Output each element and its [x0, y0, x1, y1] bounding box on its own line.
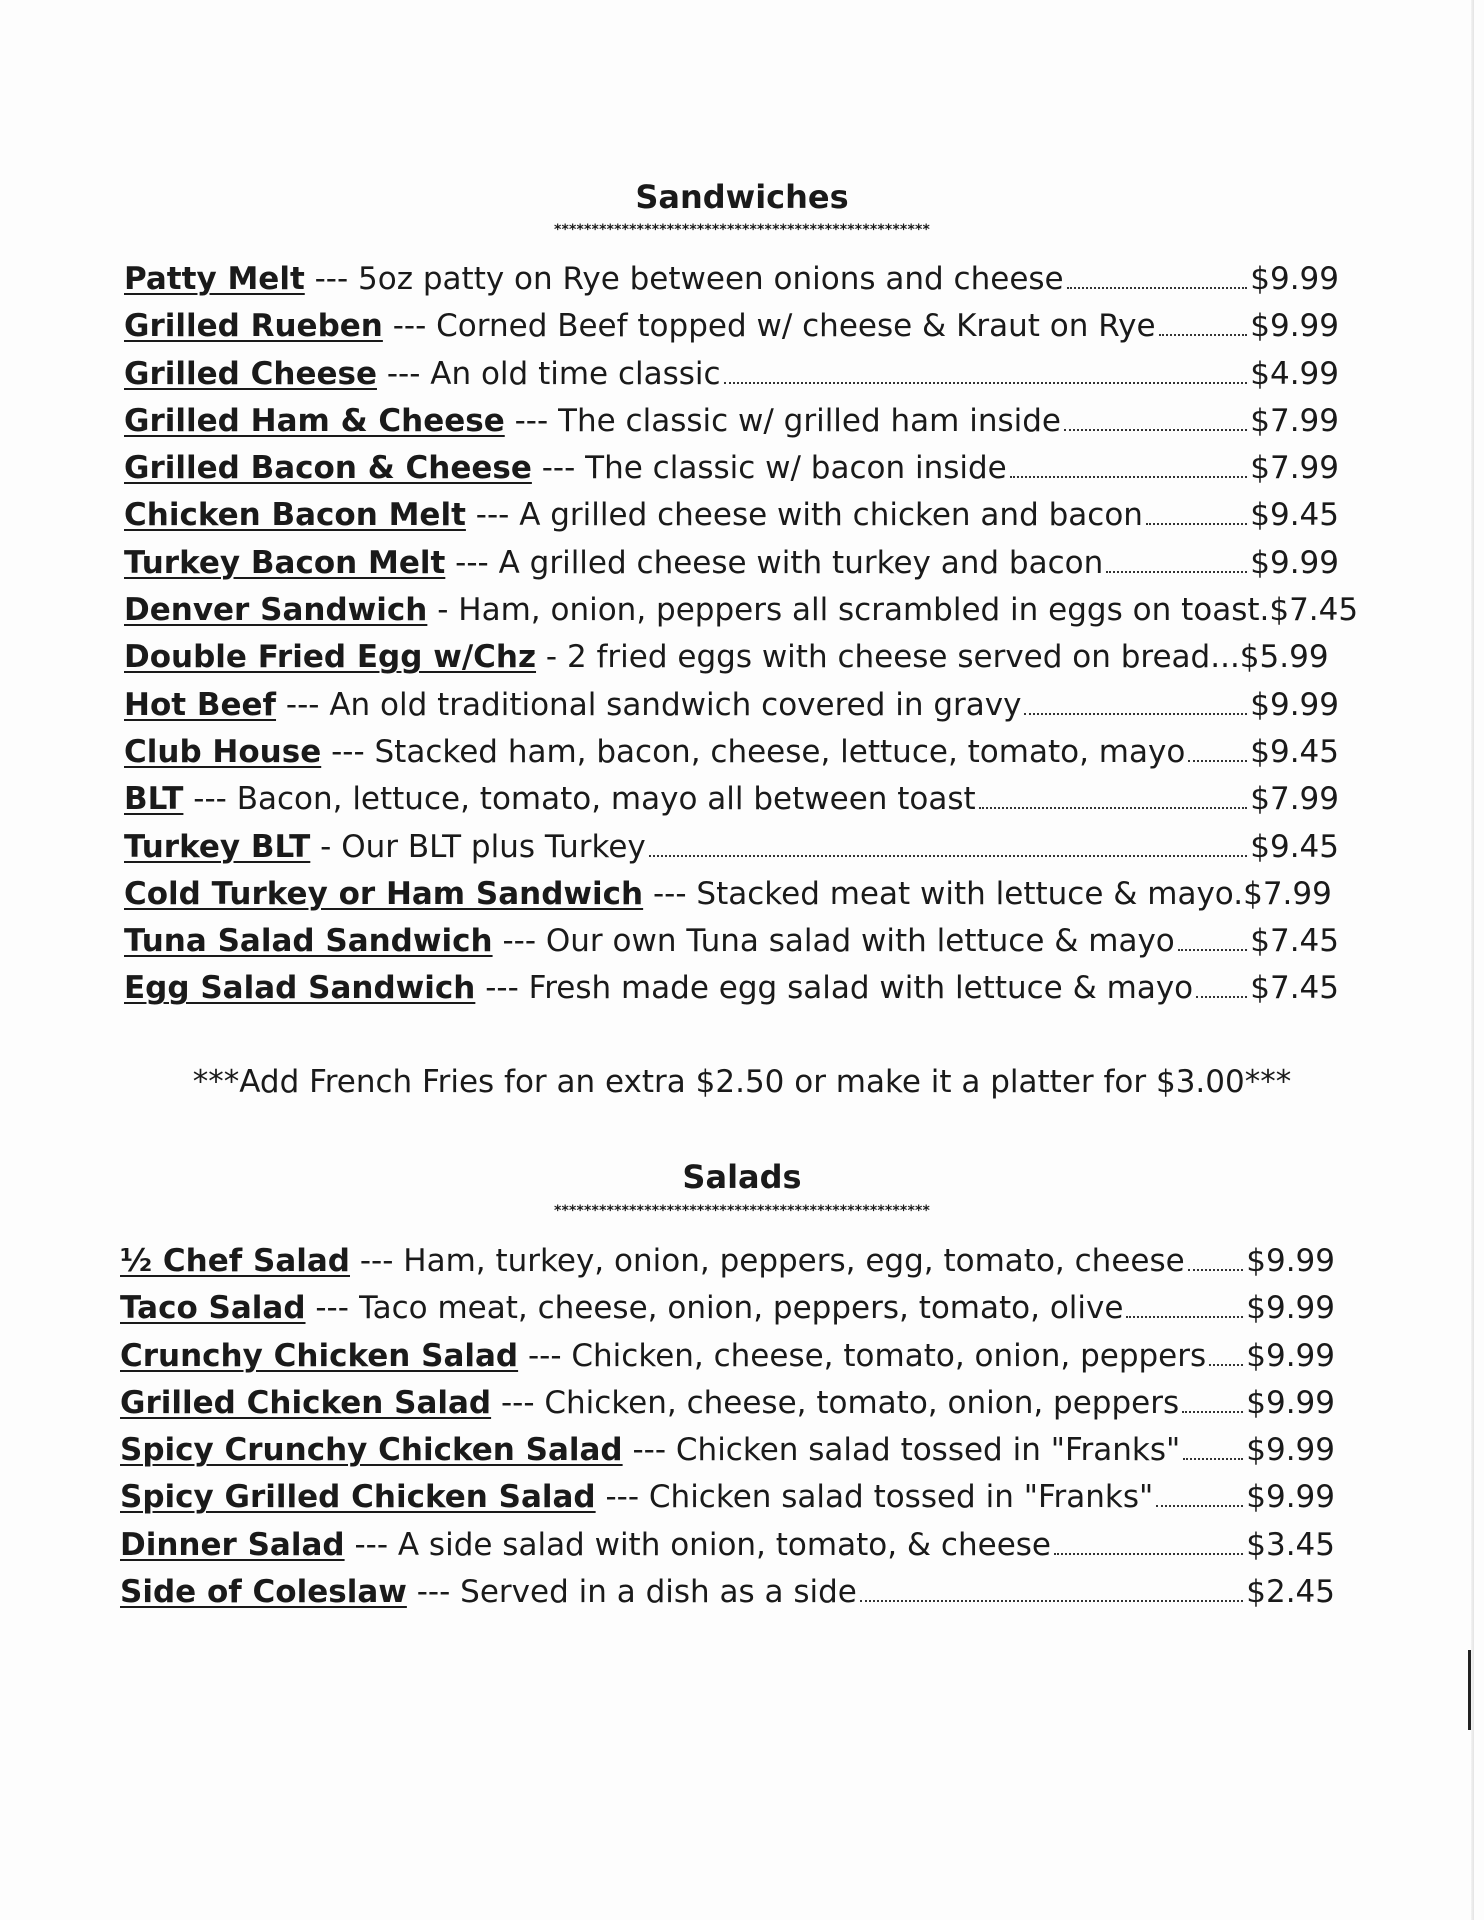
dot-leader — [1156, 1504, 1243, 1507]
item-name: Spicy Grilled Chicken Salad — [120, 1479, 596, 1516]
item-price: $7.99 — [1250, 402, 1339, 439]
item-name: Tuna Salad Sandwich — [124, 923, 493, 960]
item-price: $7.45 — [1250, 923, 1339, 960]
item-price: $3.45 — [1246, 1526, 1335, 1563]
item-description: Ham, turkey, onion, peppers, egg, tomato, cheese — [403, 1243, 1185, 1279]
item-name: Grilled Bacon & Cheese — [124, 450, 532, 487]
item-description: The classic w/ bacon inside — [585, 450, 1007, 487]
dot-leader — [649, 854, 1247, 857]
item-description: Chicken salad tossed in "Franks" — [648, 1479, 1154, 1516]
item-separator: --- — [305, 1290, 359, 1327]
item-name: Dinner Salad — [120, 1526, 345, 1563]
item-price: $7.99 — [1243, 875, 1332, 912]
fries-note: ***Add French Fries for an extra $2.50 or make it a platter for $3.00*** — [192, 1064, 1292, 1100]
sandwich-menu-item — [124, 965, 1339, 1012]
item-separator: --- — [276, 686, 330, 723]
item-price: $9.99 — [1246, 1337, 1335, 1374]
item-description: Corned Beef topped w/ cheese & Kraut on Rye — [436, 308, 1156, 345]
item-separator: --- — [622, 1432, 676, 1469]
item-name: Hot Beef — [124, 686, 277, 723]
item-separator: --- — [504, 402, 559, 439]
dot-leader — [1064, 428, 1247, 431]
dot-leader — [1188, 759, 1247, 762]
dot-leader — [1146, 522, 1247, 525]
item-description: Our BLT plus Turkey — [341, 828, 646, 865]
dot-leader — [1178, 948, 1247, 951]
item-name: Turkey Bacon Melt — [124, 544, 446, 581]
item-price: $9.45 — [1250, 733, 1339, 770]
item-description: An old time classic — [430, 355, 721, 392]
item-name: Chicken Bacon Melt — [124, 497, 466, 534]
salad-menu-item — [120, 1427, 1335, 1474]
salad-menu-item — [120, 1333, 1335, 1380]
item-separator: --- — [321, 733, 375, 770]
item-description: A grilled cheese with chicken and bacon — [519, 497, 1143, 534]
item-name: Grilled Rueben — [124, 308, 383, 345]
item-name: Grilled Cheese — [124, 355, 377, 392]
item-price: $2.45 — [1246, 1574, 1335, 1611]
item-name: Double Fried Egg w/Chz — [124, 639, 537, 676]
item-separator: --- — [382, 308, 437, 345]
item-description: Chicken, cheese, tomato, onion, peppers — [571, 1337, 1207, 1374]
item-price: $9.99 — [1250, 686, 1339, 723]
item-price: $9.99 — [1246, 1384, 1335, 1421]
item-price: $9.99 — [1246, 1432, 1335, 1469]
item-price: $9.99 — [1250, 544, 1339, 581]
item-name: BLT — [124, 781, 184, 818]
item-separator: --- — [492, 923, 546, 960]
item-separator: - — [536, 639, 567, 676]
item-price: $9.99 — [1250, 261, 1339, 297]
dot-leader — [1209, 1363, 1243, 1366]
sandwich-menu-item — [124, 824, 1339, 871]
item-price: $9.45 — [1250, 828, 1339, 865]
item-description: A grilled cheese with turkey and bacon — [498, 544, 1104, 581]
item-separator: --- — [595, 1479, 649, 1516]
sandwich-menu-item — [124, 587, 1359, 634]
item-description: Stacked ham, bacon, cheese, lettuce, tomato, mayo — [374, 733, 1186, 770]
item-separator: --- — [491, 1384, 545, 1421]
item-description: 2 fried eggs with cheese served on bread... — [566, 639, 1240, 676]
dot-leader — [1126, 1315, 1243, 1318]
item-name: ½ Chef Salad — [120, 1243, 350, 1279]
salads-star-divider: ************************************************** — [553, 1203, 931, 1219]
sandwiches-star-divider: ************************************************** — [553, 222, 931, 238]
item-price: $9.45 — [1250, 497, 1339, 534]
sandwich-menu-item — [124, 256, 1339, 303]
page-edge-shadow — [1471, 0, 1474, 1920]
item-description: Chicken, cheese, tomato, onion, peppers — [544, 1384, 1180, 1421]
salad-menu-item — [120, 1285, 1335, 1332]
dot-leader — [724, 381, 1248, 384]
item-separator: - — [427, 592, 459, 629]
sandwich-menu-item — [124, 918, 1339, 965]
item-name: Crunchy Chicken Salad — [120, 1337, 519, 1374]
salads-list — [120, 1238, 1335, 1616]
item-price: $7.99 — [1250, 781, 1339, 818]
item-separator: --- — [344, 1526, 398, 1563]
dot-leader — [1188, 1268, 1244, 1271]
dot-leader — [1183, 1457, 1243, 1460]
item-price: $9.99 — [1246, 1290, 1335, 1327]
item-name: Cold Turkey or Ham Sandwich — [124, 875, 644, 912]
item-separator: --- — [376, 355, 431, 392]
item-separator: - — [310, 828, 342, 865]
item-description: The classic w/ grilled ham inside — [558, 402, 1061, 439]
salad-menu-item — [120, 1380, 1335, 1427]
sandwich-menu-item — [124, 871, 1339, 918]
item-description: Served in a dish as a side — [460, 1574, 857, 1611]
item-price: $4.99 — [1250, 355, 1339, 392]
item-description: Fresh made egg salad with lettuce & mayo — [528, 970, 1194, 1007]
dot-leader — [860, 1599, 1243, 1602]
item-separator: --- — [465, 497, 520, 534]
item-description: Ham, onion, peppers all scrambled in eggs on toast. — [458, 592, 1270, 629]
item-name: Egg Salad Sandwich — [124, 970, 476, 1007]
item-description: 5oz patty on Rye between onions and cheese — [358, 261, 1064, 297]
sandwich-menu-item — [124, 540, 1339, 587]
item-separator: --- — [643, 875, 697, 912]
salad-menu-item — [120, 1238, 1335, 1285]
dot-leader — [979, 806, 1248, 809]
item-separator: --- — [518, 1337, 572, 1374]
dot-leader — [1067, 286, 1248, 289]
sandwich-menu-item — [124, 351, 1339, 398]
sandwich-menu-item — [124, 398, 1339, 445]
dot-leader — [1024, 712, 1247, 715]
item-price: $9.99 — [1246, 1479, 1335, 1516]
item-separator: --- — [531, 450, 586, 487]
dot-leader — [1106, 570, 1247, 573]
item-name: Taco Salad — [120, 1290, 306, 1327]
item-price: $7.99 — [1250, 450, 1339, 487]
item-description: Chicken salad tossed in "Franks" — [675, 1432, 1181, 1469]
sandwich-menu-item — [124, 776, 1339, 823]
item-name: Turkey BLT — [124, 828, 311, 865]
dot-leader — [1054, 1552, 1243, 1555]
item-separator: --- — [406, 1574, 461, 1611]
item-separator: --- — [183, 781, 237, 818]
scan-edge-mark — [1468, 1650, 1471, 1730]
item-name: Spicy Crunchy Chicken Salad — [120, 1432, 623, 1469]
sandwiches-list — [124, 256, 1359, 1013]
dot-leader — [1010, 475, 1248, 478]
item-price: $7.45 — [1269, 592, 1359, 629]
item-description: Taco meat, cheese, onion, peppers, tomato, olive — [358, 1290, 1124, 1327]
dot-leader — [1159, 333, 1248, 336]
dot-leader — [1196, 995, 1247, 998]
item-name: Grilled Chicken Salad — [120, 1384, 492, 1421]
item-price: $5.99 — [1239, 639, 1329, 676]
item-description: Bacon, lettuce, tomato, mayo all between toast — [236, 781, 976, 818]
sandwich-menu-item — [124, 729, 1339, 776]
item-separator: --- — [304, 261, 359, 297]
item-name: Club House — [124, 733, 322, 770]
sandwich-menu-item — [124, 445, 1339, 492]
item-description: A side salad with onion, tomato, & cheese — [397, 1526, 1051, 1563]
salad-menu-item — [120, 1569, 1335, 1616]
item-description: An old traditional sandwich covered in gravy — [329, 686, 1022, 723]
salads-heading: Salads — [682, 1158, 802, 1196]
sandwich-menu-item — [124, 634, 1339, 681]
item-name: Denver Sandwich — [124, 592, 428, 629]
item-name: Patty Melt — [124, 261, 305, 297]
sandwich-menu-item — [124, 682, 1339, 729]
item-description: Stacked meat with lettuce & mayo. — [696, 875, 1244, 912]
salad-menu-item — [120, 1522, 1335, 1569]
item-price: $9.99 — [1246, 1243, 1335, 1279]
dot-leader — [1182, 1410, 1243, 1413]
item-separator: --- — [445, 544, 499, 581]
item-name: Side of Coleslaw — [120, 1574, 407, 1611]
sandwich-menu-item — [124, 492, 1339, 539]
salad-menu-item — [120, 1474, 1335, 1521]
item-name: Grilled Ham & Cheese — [124, 402, 505, 439]
item-price: $7.45 — [1250, 970, 1339, 1007]
sandwiches-heading: Sandwiches — [635, 178, 849, 216]
item-separator: --- — [350, 1243, 404, 1279]
item-separator: --- — [475, 970, 529, 1007]
item-description: Our own Tuna salad with lettuce & mayo — [545, 923, 1175, 960]
item-price: $9.99 — [1250, 308, 1339, 345]
sandwich-menu-item — [124, 303, 1339, 350]
